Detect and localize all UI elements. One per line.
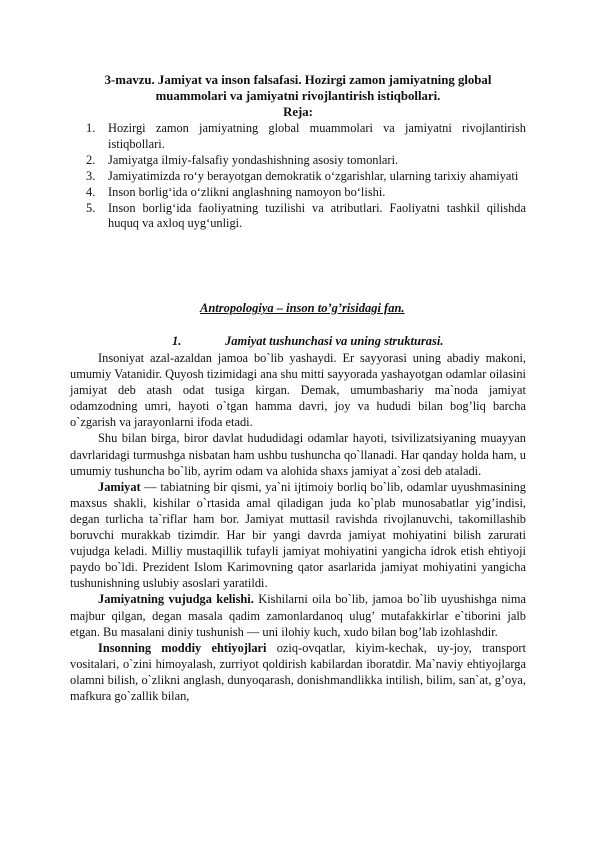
plan-item-text: Inson borlig‘ida faoliyatning tuzilishi va atributlari. Faoliyatni tashkil qilishda huquq va axloq uyg‘unligi. bbox=[108, 200, 526, 231]
plan-list bbox=[86, 121, 526, 232]
plan-heading: Reja: bbox=[283, 105, 313, 119]
plan-item-number: 5. bbox=[86, 200, 96, 215]
plan-item-number: 4. bbox=[86, 184, 96, 199]
body-text bbox=[70, 350, 526, 704]
title-line-1: 3-mavzu. Jamiyat va inson falsafasi. Hozirgi zamon jamiyatning global bbox=[104, 73, 492, 87]
paragraph bbox=[70, 640, 526, 704]
plan-item bbox=[86, 121, 526, 153]
title-line-2: muammolari va jamiyatni rivojlantirish istiqbollari. bbox=[155, 89, 441, 103]
paragraph-lead-term: Jamiyat bbox=[98, 479, 141, 494]
paragraph-text: Kishilarni oila bo`lib, jamoa bo`lib uyushishga nima majbur qilgan, degan masala qadim zamonlardanoq ulug’ mutafakkirlar e`tiborini jalb etgan. Bu masalani diniy tushunish — uni ilohiy kuch, xudo bilan bog’lab izohlashdir. bbox=[70, 592, 526, 639]
paragraph bbox=[70, 430, 526, 478]
plan-item-text: Hozirgi zamon jamiyatning global muammolari va jamiyatni rivojlantirish istiqbollari. bbox=[108, 121, 526, 151]
section-title: Antropologiya – inson to’g’risidagi fan. bbox=[200, 301, 405, 315]
subsection-heading bbox=[172, 333, 443, 349]
plan-item-text: Jamiyatga ilmiy-falsafiy yondashishning asosiy tomonlari. bbox=[108, 152, 399, 167]
paragraph-text: — tabiatning bir qismi, ya`ni ijtimoiy borliq bo`lib, odamlar uyushmasining maxsus shakli, kishilar o`rtasida amal qiladigan juda ko`plab munosabatlar yig’indisi, degan turlicha ta`riflar ham bor. Jamiyat muttasil ravishda rivojlanuvchi, takomillashib boruvchi murakkab tizimdir. Har bir yangi davrda jamiyat mohiyatini bilish zarurati vujudga keladi. Milliy mustaqillik tufayli jamiyat mohiyatini yangicha idrok etish ehtiyoji paydo bo`ldi. Prezident Islom Karimovning qator asarlarida jamiyat mohiyatini yangicha tushunishning uslubiy asoslari yaratildi. bbox=[70, 479, 526, 591]
plan-item-number: 1. bbox=[86, 121, 96, 135]
paragraph bbox=[70, 591, 526, 639]
subsection-number: 1. bbox=[172, 334, 182, 348]
paragraph bbox=[70, 350, 526, 430]
plan-item-number: 3. bbox=[86, 168, 96, 183]
plan-item bbox=[86, 153, 526, 169]
subsection-title: Jamiyat tushunchasi va uning strukturasi. bbox=[225, 334, 444, 348]
paragraph-lead-term: Jamiyatning vujudga kelishi. bbox=[98, 592, 254, 607]
plan-item bbox=[86, 185, 526, 201]
paragraph bbox=[70, 479, 526, 592]
plan-item-text: Inson borlig‘ida o‘zlikni anglashning namoyon bo‘lishi. bbox=[108, 184, 386, 199]
plan-item-number: 2. bbox=[86, 152, 96, 167]
paragraph-lead-term: Insonning moddiy ehtiyojlari bbox=[98, 640, 267, 655]
document-title bbox=[70, 72, 526, 104]
plan-item bbox=[86, 201, 526, 233]
paragraph-text: oziq-ovqatlar, kiyim-kechak, uy-joy, transport vositalari, o`zini himoyalash, zurriyot qoldirish kabilardan iboratdir. Ma`naviy ehtiyojlarga olamni bilish, o`zlikni anglash, dunyoqarash, donishmandlikka intilish, bilim, san`at, g’oya, mafkura go`zallik bilan, bbox=[70, 640, 526, 703]
paragraph-text: Shu bilan birga, biror davlat hududidagi odamlar hayoti, tsivilizatsiyaning muayyan davrlaridagi turmushga nisbatan ham ushbu tushuncha qo`llanadi. Har qanday holda ham, u umumiy tushuncha bo`lib, ayrim odam va alohida shaxs jamiyat a`zosi deb ataladi. bbox=[70, 431, 526, 478]
plan-item bbox=[86, 169, 526, 185]
plan-item-text: Jamiyatimizda ro‘y berayotgan demokratik o‘zgarishlar, ularning tarixiy ahamiyati bbox=[108, 168, 519, 183]
paragraph-text: Insoniyat azal-azaldan jamoa bo`lib yashaydi. Er sayyorasi uning abadiy makoni, umumiy Vatanidir. Quyosh tizimidagi ana shu mitti sayyorada yashayotgan odamlar oilasini jamiyat deb atash odat tusiga kirgan. Demak, umumbashariy ma`noda jamiyat odamzodning umri, hayoti o`tgan hamma davri, joy va hududi bilan bog’liq barcha o`zgarish va jarayonlarni ifoda etadi. bbox=[70, 351, 526, 430]
